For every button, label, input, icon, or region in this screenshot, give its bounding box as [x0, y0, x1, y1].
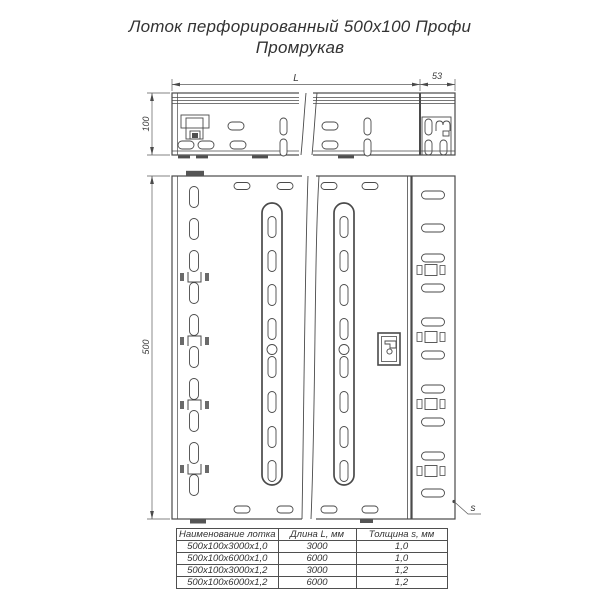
channel-slot: [268, 285, 276, 306]
spec-cell-length: 6000: [278, 553, 356, 565]
channel-hole: [267, 345, 277, 355]
dimension-arrow: [150, 511, 154, 519]
perforation-slot: [190, 315, 199, 336]
channel-slot: [268, 251, 276, 272]
flange-knockout: [425, 466, 437, 477]
dimension-arrow: [172, 83, 180, 87]
dimension-arrow: [420, 83, 428, 87]
dimension-arrow: [447, 83, 455, 87]
spec-row: [177, 565, 448, 577]
channel-slot: [340, 251, 348, 272]
perforation-slot: [190, 251, 199, 272]
perforation-slot: [190, 283, 199, 304]
flange-oval-hole: [422, 452, 445, 460]
flange-knockout: [417, 400, 422, 409]
oval-hole: [362, 506, 378, 513]
channel-slot: [340, 461, 348, 482]
knockout-mark: [205, 337, 209, 345]
perforation-slot: [190, 411, 199, 432]
spec-cell-name: 500х100х3000х1,0: [177, 541, 279, 553]
knockout-mark: [180, 401, 184, 409]
knockout-bracket: [188, 464, 201, 474]
spec-cell-length: 3000: [278, 541, 356, 553]
flange-oval-hole: [422, 418, 445, 426]
flange-knockout: [425, 332, 437, 343]
knockout-bracket: [188, 336, 201, 346]
spec-row: [177, 577, 448, 589]
perforation-slot: [190, 219, 199, 240]
channel-slot: [268, 427, 276, 448]
flange-knockout: [425, 399, 437, 410]
spec-cell-name: 500х100х6000х1,2: [177, 577, 279, 589]
oval-hole: [234, 183, 250, 190]
channel-slot: [268, 392, 276, 413]
connector-end: [420, 93, 451, 155]
oval-hole: [321, 183, 337, 190]
flange-knockout: [425, 265, 437, 276]
flange-oval-hole: [422, 489, 445, 497]
dim-label-500: 500: [141, 339, 151, 355]
spec-cell-thickness: 1,2: [356, 577, 447, 589]
spec-row: [177, 553, 448, 565]
dimension-arrow: [150, 93, 154, 101]
knockout-mark: [180, 465, 184, 473]
side-view-outline: [172, 93, 455, 155]
perforation-slot: [190, 443, 199, 464]
spec-row: [177, 541, 448, 553]
channel-slot: [268, 461, 276, 482]
dimension-arrow: [150, 147, 154, 155]
title-line-1: Лоток перфорированный 500х100 Профи: [128, 17, 472, 36]
perforation-slot: [190, 187, 199, 208]
spec-cell-length: 6000: [278, 577, 356, 589]
promrukav-logo-icon: [378, 333, 400, 365]
leader-line-s: [454, 502, 481, 515]
side-view-holes: [178, 118, 371, 156]
spec-cell-name: 500х100х3000х1,2: [177, 565, 279, 577]
flange-oval-hole: [422, 284, 445, 292]
flange-oval-hole: [422, 351, 445, 359]
break-gap: [299, 91, 313, 157]
left-slot-column: [190, 187, 199, 496]
channel-slot: [340, 285, 348, 306]
dim-label-100: 100: [141, 116, 151, 132]
channel-slot: [268, 319, 276, 340]
channel-slot: [340, 392, 348, 413]
channel-hole: [339, 345, 349, 355]
dim-label-L: L: [293, 73, 299, 84]
perforation-slot: [190, 475, 199, 496]
oval-hole: [362, 183, 378, 190]
bottom-tabs: [178, 156, 354, 159]
spec-table: [176, 528, 448, 589]
oval-hole: [277, 506, 293, 513]
channel-slot: [268, 217, 276, 238]
plan-view: [172, 171, 455, 524]
flange-knockout: [440, 266, 445, 275]
channel-slot: [340, 427, 348, 448]
flange-knockout: [417, 333, 422, 342]
flange-oval-hole: [422, 385, 445, 393]
spec-header-row: [177, 529, 448, 541]
flange-oval-hole: [422, 224, 445, 232]
dimension-arrow: [412, 83, 420, 87]
dimension-arrow: [150, 176, 154, 184]
dim-label-s: s: [470, 503, 476, 514]
flange-oval-hole: [422, 254, 445, 262]
knockout-bracket: [188, 400, 201, 410]
omega-cutout: [436, 121, 450, 131]
flange-knockout: [440, 333, 445, 342]
spec-cell-thickness: 1,0: [356, 553, 447, 565]
flange-knockout: [440, 400, 445, 409]
knockout-bracket: [188, 272, 201, 282]
knockout-mark: [180, 337, 184, 345]
channel-slot: [340, 319, 348, 340]
knockout-mark: [205, 273, 209, 281]
knockout-mark: [180, 273, 184, 281]
perforation-slot: [190, 347, 199, 368]
oval-hole: [234, 506, 250, 513]
title-line-2: Промрукав: [255, 38, 345, 57]
flange-knockout: [440, 467, 445, 476]
oval-hole: [277, 183, 293, 190]
spec-col-thickness: Толщина s, мм: [356, 529, 447, 541]
spec-cell-length: 3000: [278, 565, 356, 577]
channel-slot: [268, 357, 276, 378]
flange-knockout: [417, 467, 422, 476]
dim-label-53: 53: [431, 71, 443, 81]
flange-oval-hole: [422, 191, 445, 199]
spec-col-name: Наименование лотка: [177, 529, 279, 541]
channel-slot: [340, 357, 348, 378]
spec-cell-thickness: 1,0: [356, 541, 447, 553]
knockout-mark: [205, 401, 209, 409]
spec-cell-thickness: 1,2: [356, 565, 447, 577]
flange-knockout: [417, 266, 422, 275]
channel-slot: [340, 217, 348, 238]
side-view: [172, 91, 455, 158]
oval-hole: [321, 506, 337, 513]
spec-cell-name: 500х100х6000х1,0: [177, 553, 279, 565]
flange-oval-hole: [422, 318, 445, 326]
perforation-slot: [190, 379, 199, 400]
latch-detail: [181, 115, 209, 139]
knockout-mark: [205, 465, 209, 473]
spec-col-length: Длина L, мм: [278, 529, 356, 541]
flange-perforations: [417, 191, 445, 497]
